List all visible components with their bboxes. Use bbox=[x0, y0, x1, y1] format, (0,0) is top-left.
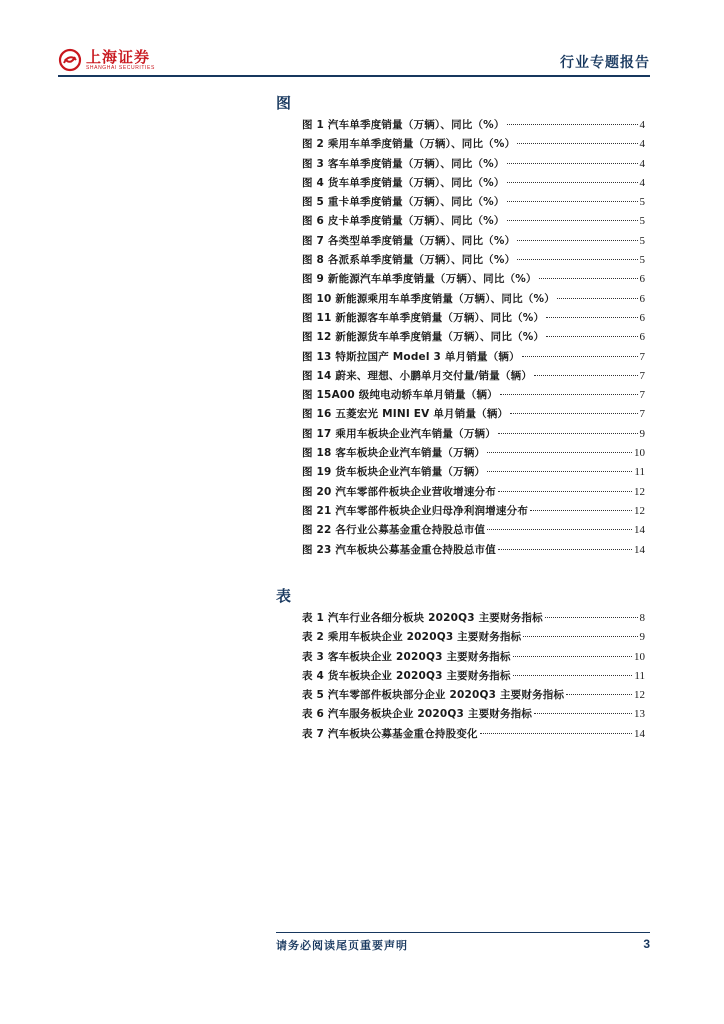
figure-toc-entry-label: 图 4 货车单季度销量（万辆）、同比（%） bbox=[302, 176, 505, 189]
figure-toc-entry[interactable] bbox=[302, 251, 645, 270]
figure-toc-entry-page: 14 bbox=[634, 524, 645, 537]
table-toc-entry[interactable] bbox=[302, 667, 645, 686]
dot-leader bbox=[507, 201, 638, 202]
table-toc-entry[interactable] bbox=[302, 609, 645, 628]
tables-list bbox=[302, 609, 645, 744]
figure-toc-entry[interactable] bbox=[302, 463, 645, 482]
figure-toc-entry-page: 5 bbox=[639, 234, 645, 247]
figure-toc-entry[interactable] bbox=[302, 270, 645, 289]
figures-list bbox=[302, 116, 645, 560]
dot-leader bbox=[507, 182, 638, 183]
figure-toc-entry[interactable] bbox=[302, 174, 645, 193]
dot-leader bbox=[513, 675, 633, 676]
figure-toc-entry-page: 4 bbox=[639, 119, 645, 131]
table-toc-entry[interactable] bbox=[302, 686, 645, 705]
header-divider bbox=[58, 75, 650, 77]
figure-toc-entry-label: 图 1 汽车单季度销量（万辆）、同比（%） bbox=[302, 119, 505, 131]
table-toc-entry-page: 8 bbox=[639, 612, 645, 624]
disclaimer-notice: 请务必阅读尾页重要声明 bbox=[276, 939, 408, 952]
figure-toc-entry[interactable] bbox=[302, 328, 645, 347]
figure-toc-entry[interactable] bbox=[302, 386, 645, 405]
dot-leader bbox=[500, 394, 638, 395]
logo-english-name: SHANGHAI SECURITIES bbox=[86, 64, 155, 71]
figure-toc-entry[interactable] bbox=[302, 483, 645, 502]
figure-toc-entry-label: 图 17 乘用车板块企业汽车销量（万辆） bbox=[302, 427, 496, 440]
figure-toc-entry-label: 图 8 各派系单季度销量（万辆）、同比（%） bbox=[302, 254, 516, 267]
figure-toc-entry-page: 9 bbox=[639, 427, 645, 440]
dot-leader bbox=[534, 375, 637, 376]
table-toc-entry-page: 13 bbox=[634, 708, 645, 721]
figure-toc-entry[interactable] bbox=[302, 232, 645, 251]
figure-toc-entry-label: 图 5 重卡单季度销量（万辆）、同比（%） bbox=[302, 196, 505, 209]
figure-toc-entry-label: 图 6 皮卡单季度销量（万辆）、同比（%） bbox=[302, 215, 505, 228]
figure-toc-entry-label: 图 9 新能源汽车单季度销量（万辆）、同比（%） bbox=[302, 273, 537, 286]
figure-toc-entry[interactable] bbox=[302, 212, 645, 231]
figure-toc-entry[interactable] bbox=[302, 405, 645, 424]
figure-toc-entry[interactable] bbox=[302, 425, 645, 444]
figure-toc-entry[interactable] bbox=[302, 135, 645, 154]
table-toc-entry-label: 表 2 乘用车板块企业 2020Q3 主要财务指标 bbox=[302, 631, 522, 644]
footer-divider bbox=[276, 932, 650, 933]
dot-leader bbox=[546, 336, 637, 337]
dot-leader bbox=[534, 713, 632, 714]
dot-leader bbox=[507, 163, 638, 164]
figure-toc-entry-label: 图 11 新能源客车单季度销量（万辆）、同比（%） bbox=[302, 311, 545, 324]
figure-toc-entry-label: 图 23 汽车板块公募基金重仓持股总市值 bbox=[302, 543, 496, 556]
figure-toc-entry-page: 6 bbox=[639, 292, 645, 305]
figure-toc-entry[interactable] bbox=[302, 367, 645, 386]
figures-heading: 图 bbox=[276, 94, 292, 112]
figure-toc-entry-label: 图 2 乘用车单季度销量（万辆）、同比（%） bbox=[302, 138, 516, 151]
dot-leader bbox=[517, 240, 637, 241]
dot-leader bbox=[513, 656, 632, 657]
figure-toc-entry-page: 4 bbox=[639, 138, 645, 151]
figure-toc-entry-label: 图 14 蔚来、理想、小鹏单月交付量/销量（辆） bbox=[302, 369, 533, 382]
dot-leader bbox=[566, 694, 632, 695]
tables-heading: 表 bbox=[276, 587, 292, 605]
figure-toc-entry[interactable] bbox=[302, 444, 645, 463]
figure-toc-entry-label: 图 12 新能源货车单季度销量（万辆）、同比（%） bbox=[302, 331, 545, 344]
figure-toc-entry[interactable] bbox=[302, 541, 645, 560]
figure-toc-entry[interactable] bbox=[302, 290, 645, 309]
figure-toc-entry[interactable] bbox=[302, 521, 645, 540]
figure-toc-entry[interactable] bbox=[302, 193, 645, 212]
figure-toc-entry-page: 5 bbox=[639, 254, 645, 267]
figure-toc-entry-page: 6 bbox=[639, 311, 645, 324]
dot-leader bbox=[487, 452, 632, 453]
figure-toc-entry-label: 图 15A00 级纯电动轿车单月销量（辆） bbox=[302, 389, 498, 402]
page-number: 3 bbox=[643, 937, 650, 951]
report-type: 行业专题报告 bbox=[560, 55, 650, 71]
table-toc-entry-page: 9 bbox=[639, 631, 645, 644]
dot-leader bbox=[545, 617, 638, 618]
figure-toc-entry-label: 图 16 五菱宏光 MINI EV 单月销量（辆） bbox=[302, 408, 509, 421]
figure-toc-entry-label: 图 3 客车单季度销量（万辆）、同比（%） bbox=[302, 157, 505, 170]
dot-leader bbox=[498, 549, 632, 550]
dot-leader bbox=[510, 413, 637, 414]
table-toc-entry[interactable] bbox=[302, 705, 645, 724]
figure-toc-entry-page: 6 bbox=[639, 331, 645, 344]
table-toc-entry-page: 12 bbox=[634, 689, 645, 702]
dot-leader bbox=[507, 124, 638, 125]
figure-toc-entry-label: 图 10 新能源乘用车单季度销量（万辆）、同比（%） bbox=[302, 292, 555, 305]
figure-toc-entry-label: 图 21 汽车零部件板块企业归母净利润增速分布 bbox=[302, 504, 529, 517]
dot-leader bbox=[539, 278, 638, 279]
dot-leader bbox=[522, 356, 638, 357]
figure-toc-entry-page: 7 bbox=[639, 389, 645, 402]
dot-leader bbox=[480, 733, 632, 734]
figure-toc-entry-page: 12 bbox=[634, 504, 645, 517]
table-toc-entry-label: 表 1 汽车行业各细分板块 2020Q3 主要财务指标 bbox=[302, 612, 543, 624]
figure-toc-entry-label: 图 20 汽车零部件板块企业营收增速分布 bbox=[302, 485, 496, 498]
dot-leader bbox=[498, 433, 638, 434]
dot-leader bbox=[517, 259, 637, 260]
figure-toc-entry[interactable] bbox=[302, 348, 645, 367]
figure-toc-entry-label: 图 13 特斯拉国产 Model 3 单月销量（辆） bbox=[302, 350, 520, 363]
company-logo bbox=[58, 48, 155, 72]
dot-leader bbox=[530, 510, 632, 511]
dot-leader bbox=[487, 529, 632, 530]
figure-toc-entry-label: 图 18 客车板块企业汽车销量（万辆） bbox=[302, 447, 486, 460]
table-toc-entry-label: 表 4 货车板块企业 2020Q3 主要财务指标 bbox=[302, 669, 511, 682]
figure-toc-entry[interactable] bbox=[302, 309, 645, 328]
figure-toc-entry[interactable] bbox=[302, 116, 645, 135]
dot-leader bbox=[557, 298, 638, 299]
figure-toc-entry-page: 5 bbox=[639, 215, 645, 228]
figure-toc-entry-page: 7 bbox=[639, 408, 645, 421]
table-toc-entry-label: 表 3 客车板块企业 2020Q3 主要财务指标 bbox=[302, 650, 511, 663]
table-toc-entry-label: 表 7 汽车板块公募基金重仓持股变化 bbox=[302, 727, 478, 740]
figure-toc-entry-page: 5 bbox=[639, 196, 645, 209]
figure-toc-entry[interactable] bbox=[302, 502, 645, 521]
figure-toc-entry-page: 7 bbox=[639, 350, 645, 363]
table-toc-entry-page: 11 bbox=[634, 669, 645, 682]
figure-toc-entry-page: 14 bbox=[634, 543, 645, 556]
dot-leader bbox=[523, 636, 637, 637]
table-toc-entry-label: 表 5 汽车零部件板块部分企业 2020Q3 主要财务指标 bbox=[302, 689, 565, 702]
figure-toc-entry[interactable] bbox=[302, 155, 645, 174]
table-toc-entry-page: 10 bbox=[634, 650, 645, 663]
figure-toc-entry-page: 7 bbox=[639, 369, 645, 382]
dot-leader bbox=[517, 143, 637, 144]
dot-leader bbox=[487, 471, 632, 472]
figure-toc-entry-label: 图 22 各行业公募基金重仓持股总市值 bbox=[302, 524, 486, 537]
figure-toc-entry-label: 图 7 各类型单季度销量（万辆）、同比（%） bbox=[302, 234, 516, 247]
logo-chinese-name: 上海证券 bbox=[86, 47, 151, 66]
dot-leader bbox=[498, 491, 632, 492]
dot-leader bbox=[507, 220, 638, 221]
figure-toc-entry-page: 4 bbox=[639, 176, 645, 189]
table-toc-entry-label: 表 6 汽车服务板块企业 2020Q3 主要财务指标 bbox=[302, 708, 533, 721]
figure-toc-entry-page: 12 bbox=[634, 485, 645, 498]
dot-leader bbox=[546, 317, 637, 318]
figure-toc-entry-page: 6 bbox=[639, 273, 645, 286]
table-toc-entry[interactable] bbox=[302, 725, 645, 744]
logo-emblem-icon bbox=[58, 48, 82, 72]
figure-toc-entry-page: 10 bbox=[634, 447, 645, 460]
figure-toc-entry-page: 4 bbox=[639, 157, 645, 170]
table-toc-entry-page: 14 bbox=[634, 727, 645, 740]
figure-toc-entry-page: 11 bbox=[634, 466, 645, 479]
table-toc-entry[interactable] bbox=[302, 648, 645, 667]
table-toc-entry[interactable] bbox=[302, 628, 645, 647]
figure-toc-entry-label: 图 19 货车板块企业汽车销量（万辆） bbox=[302, 466, 486, 479]
